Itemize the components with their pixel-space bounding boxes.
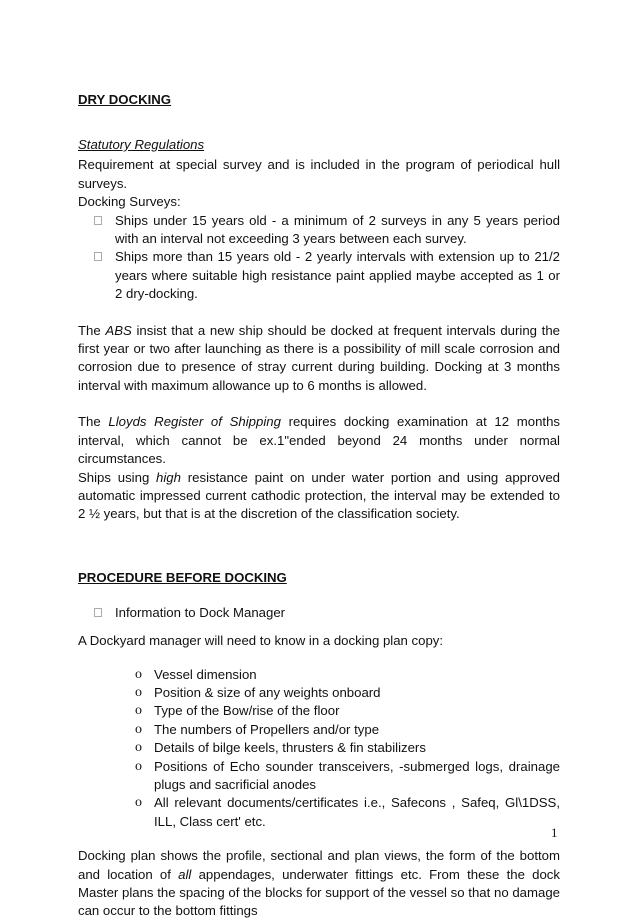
lloyds-text-pre: The (78, 414, 109, 430)
list-item-text: Position & size of any weights onboard (154, 684, 381, 700)
o-bullet-icon: o (135, 684, 142, 700)
abs-emphasis: ABS (105, 322, 132, 338)
list-item-text: Details of bilge keels, thrusters & fin stabilizers (154, 740, 426, 756)
survey-bullet-list (78, 212, 560, 304)
intro-paragraph: Requirement at special survey and is included in the program of periodical hull surveys. (78, 157, 560, 191)
dockyard-intro: A Dockyard manager will need to know in a docking plan copy: (78, 633, 444, 649)
list-item-text: Ships under 15 years old - a minimum of 2 surveys in any 5 years period with an interval not exceeding 3 years between each survey. (115, 212, 560, 247)
section-title-dry-docking: DRY DOCKING (78, 92, 172, 107)
list-item (78, 758, 560, 795)
list-item-text: The numbers of Propellers and/or type (154, 721, 380, 737)
closing-text-post: appendages, underwater fittings etc. From these the dock Master plans the spacing of the blocks for support of the vessel so that no damage can occur to the bottom fittings (78, 866, 560, 919)
list-item-text: Vessel dimension (154, 666, 257, 682)
subheading-statutory-regulations: Statutory Regulations (78, 137, 205, 152)
document-content (78, 91, 560, 921)
docking-surveys-heading: Docking Surveys: (78, 194, 181, 210)
list-item-text: Ships more than 15 years old - 2 yearly intervals with extension up to 21/2 years where suitable high resistance paint applied maybe accepted as 1 or 2 dry-docking. (115, 249, 560, 302)
list-item (78, 666, 560, 684)
abs-text-post: insist that a new ship should be docked at frequent intervals during the first year or two after launching as there is a possibility of mill scale corrosion and corrosion due to presence of stray current during building. Docking at 3 months interval with maximum allowance up to 6 months is allowed. (78, 322, 561, 393)
o-bullet-icon: o (135, 795, 142, 811)
list-item (78, 248, 560, 303)
list-item (78, 739, 560, 757)
ships-text-post: resistance paint on under water portion and using approved automatic impressed current cathodic protection, the interval may be extended to 2 ½ years, but that is at the discretion of the classification society. (78, 469, 561, 522)
abs-text-pre: The (78, 322, 106, 338)
list-item (78, 684, 560, 702)
docking-plan-list (78, 666, 560, 832)
list-item (78, 702, 560, 720)
closing-text-pre: Docking plan shows the profile, sectional and plan views, the form of the bottom and location of (78, 848, 560, 882)
list-item (78, 794, 560, 831)
info-bullet-list (78, 604, 560, 622)
abs-paragraph (78, 322, 560, 396)
square-bullet-icon (94, 608, 102, 617)
o-bullet-icon: o (135, 740, 142, 756)
list-item (78, 212, 560, 249)
list-item (78, 604, 560, 622)
list-item-text: Positions of Echo sounder transceivers, -submerged logs, drainage plugs and sacrificial anodes (154, 758, 560, 792)
o-bullet-icon: o (135, 721, 142, 737)
lloyds-emphasis: Lloyds Register of Shipping (108, 414, 281, 430)
list-item-text: All relevant documents/certificates i.e., Safecons , Safeq, Gl\1DSS, ILL, Class cert' etc. (154, 795, 560, 829)
docking-plan-paragraph (78, 847, 560, 921)
list-item-text: Information to Dock Manager (115, 604, 286, 620)
square-bullet-icon (94, 252, 102, 261)
list-item (78, 721, 560, 739)
ships-emphasis: high (156, 469, 181, 485)
o-bullet-icon: o (135, 758, 142, 774)
ships-paragraph (78, 469, 560, 524)
list-item-text: Type of the Bow/rise of the floor (154, 703, 340, 719)
square-bullet-icon (94, 216, 102, 225)
lloyds-text-post: requires docking examination at 12 months interval, which cannot be ex.1"ended beyond 24 months under normal circumstances. (78, 414, 560, 467)
ships-text-pre: Ships using (78, 469, 157, 485)
closing-emphasis: all (178, 866, 192, 882)
section-title-procedure-before-docking: PROCEDURE BEFORE DOCKING (78, 569, 287, 585)
page-number: 1 (551, 825, 558, 840)
o-bullet-icon: o (135, 703, 142, 719)
lloyds-paragraph (78, 413, 560, 468)
o-bullet-icon: o (135, 666, 142, 682)
